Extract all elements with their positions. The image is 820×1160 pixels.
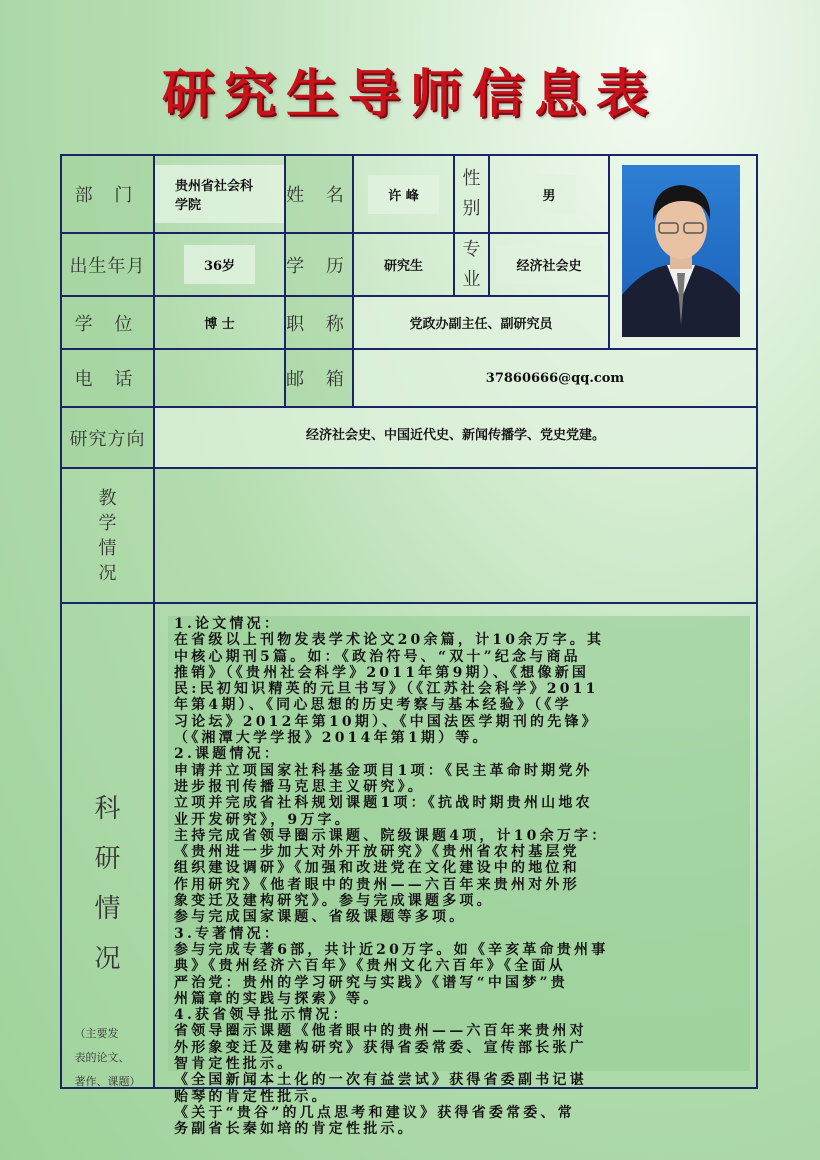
research-line: 2.课题情况： bbox=[174, 746, 282, 763]
birth-label: 出生年月 bbox=[60, 232, 155, 297]
dept-value bbox=[153, 154, 286, 234]
teaching-label-1: 教 bbox=[98, 487, 117, 509]
direction-label: 研究方向 bbox=[60, 406, 155, 469]
birth-text: 36岁 bbox=[184, 245, 255, 284]
research-note-2: 表的论文、 bbox=[74, 1051, 130, 1064]
email-label: 邮 箱 bbox=[284, 348, 354, 408]
dept-text: 贵州省社会科学院 bbox=[155, 165, 284, 223]
research-line: 作用研究》《他者眼中的贵州——六百年来贵州对外形 bbox=[174, 876, 580, 893]
research-line: 中核心期刊5篇。如：《政治符号、“双十”纪念与商品 bbox=[174, 648, 581, 665]
research-label-cell bbox=[60, 602, 155, 1089]
gender-label-1: 性 bbox=[462, 168, 481, 189]
research-line: 习论坛》2012年第10期）、《中国法医学期刊的先锋》 bbox=[174, 713, 599, 730]
research-line: 推销》（《贵州社会科学》2011年第9期）、《想像新国 bbox=[174, 664, 590, 681]
research-content bbox=[168, 616, 750, 1138]
research-line: 进步报刊传播马克思主义研究》。 bbox=[174, 778, 425, 795]
research-label bbox=[94, 784, 120, 984]
research-label-3: 情 bbox=[94, 894, 121, 924]
major-value bbox=[488, 232, 610, 297]
teaching-label-2: 学 bbox=[98, 512, 117, 534]
research-line: 《全国新闻本土化的一次有益尝试》获得省委副书记谌 bbox=[174, 1072, 587, 1089]
rank-value bbox=[352, 295, 610, 350]
dept-label: 部 门 bbox=[60, 154, 155, 234]
research-line: （《湘潭大学学报》2014年第1期）等。 bbox=[174, 730, 490, 747]
research-line: 外形象变迁及建构研究》获得省委常委、宣传部长张广 bbox=[174, 1039, 587, 1056]
research-line: 务副省长秦如培的肯定性批示。 bbox=[174, 1121, 415, 1138]
major-label-1: 专 bbox=[462, 238, 481, 260]
direction-text: 经济社会史、中国近代史、新闻传播学、党史党建。 bbox=[305, 428, 605, 443]
email-value bbox=[352, 348, 758, 408]
teaching-label-3: 情 bbox=[98, 537, 117, 559]
research-line: 象变迁及建构研究》。参与完成课题多项。 bbox=[174, 893, 494, 910]
research-line: 《关于“贵谷”的几点思考和建议》获得省委常委、常 bbox=[174, 1104, 575, 1121]
research-line: 参与完成专著6部，共计近20万字。如《辛亥革命贵州事 bbox=[174, 941, 609, 958]
research-line: 主持完成省领导圈示课题、院级课题4项，计10余万字： bbox=[174, 827, 609, 844]
edu-value bbox=[352, 232, 455, 297]
research-line: 州篇章的实践与探索》等。 bbox=[174, 990, 381, 1007]
research-line: 严治党：贵州的学习研究与实践》《谱写“中国梦”贵 bbox=[174, 974, 568, 991]
research-line: 年第4期）、《同心思想的历史考察与基本经验》（《学 bbox=[174, 697, 572, 714]
name-label: 姓 名 bbox=[284, 154, 354, 234]
research-line: 4.获省领导批示情况： bbox=[174, 1007, 350, 1024]
direction-value bbox=[153, 406, 758, 469]
phone-value bbox=[153, 348, 286, 408]
gender-value bbox=[488, 154, 610, 234]
research-label-2: 研 bbox=[94, 844, 121, 874]
degree-text: 博 士 bbox=[204, 317, 235, 332]
research-note bbox=[75, 1022, 141, 1094]
teaching-label bbox=[60, 467, 155, 604]
research-line: 业开发研究》，9万字。 bbox=[174, 811, 352, 828]
gender-text: 男 bbox=[522, 175, 575, 214]
research-line: 组织建设调研》《加强和改进党在文化建设中的地位和 bbox=[174, 860, 580, 877]
research-line: 3.专著情况： bbox=[174, 925, 282, 942]
research-line: 智肯定性批示。 bbox=[174, 1056, 295, 1073]
degree-label: 学 位 bbox=[60, 295, 155, 350]
research-line: 《贵州进一步加大对外开放研究》《贵州省农村基层党 bbox=[174, 844, 580, 861]
research-label-1: 科 bbox=[94, 794, 121, 824]
research-line: 在省级以上刊物发表学术论文20余篇，计10余万字。其 bbox=[174, 632, 605, 649]
research-line: 贻琴的肯定性批示。 bbox=[174, 1088, 329, 1105]
research-line: 参与完成国家课题、省级课题等多项。 bbox=[174, 909, 467, 926]
birth-value bbox=[153, 232, 286, 297]
edu-text: 研究生 bbox=[383, 259, 423, 274]
teaching-value bbox=[153, 467, 758, 604]
edu-label: 学 历 bbox=[284, 232, 354, 297]
page-title: 研究生导师信息表 bbox=[161, 65, 658, 125]
rank-label: 职 称 bbox=[284, 295, 354, 350]
research-line: 典》《贵州经济六百年》《贵州文化六百年》《全面从 bbox=[174, 958, 566, 975]
research-line: 申请并立项国家社科基金项目1项：《民主革命时期党外 bbox=[174, 762, 593, 779]
gender-label-2: 别 bbox=[462, 198, 481, 219]
name-text: 许 峰 bbox=[368, 175, 439, 214]
research-label-4: 况 bbox=[94, 944, 121, 974]
phone-label: 电 话 bbox=[60, 348, 155, 408]
email-text: 37860666@qq.com bbox=[485, 370, 625, 386]
major-text: 经济社会史 bbox=[496, 245, 601, 284]
research-line: 1.论文情况： bbox=[174, 616, 282, 632]
teaching-label-4: 况 bbox=[98, 562, 117, 584]
degree-value bbox=[153, 295, 286, 350]
research-line: 民:民初知识精英的元旦书写》（《江苏社会科学》2011 bbox=[174, 681, 599, 698]
research-note-3: 著作、课题） bbox=[74, 1075, 141, 1088]
major-label bbox=[453, 232, 490, 297]
research-line: 省领导圈示课题《他者眼中的贵州——六百年来贵州对 bbox=[174, 1023, 587, 1040]
gender-label bbox=[453, 154, 490, 234]
major-label-2: 业 bbox=[462, 268, 481, 290]
portrait-photo bbox=[622, 165, 740, 337]
research-line: 立项并完成省社科规划课题1项：《抗战时期贵州山地农 bbox=[174, 795, 593, 812]
name-value bbox=[352, 154, 455, 234]
research-note-1: （主要发 bbox=[74, 1027, 119, 1040]
rank-text: 党政办副主任、副研究员 bbox=[409, 317, 553, 332]
